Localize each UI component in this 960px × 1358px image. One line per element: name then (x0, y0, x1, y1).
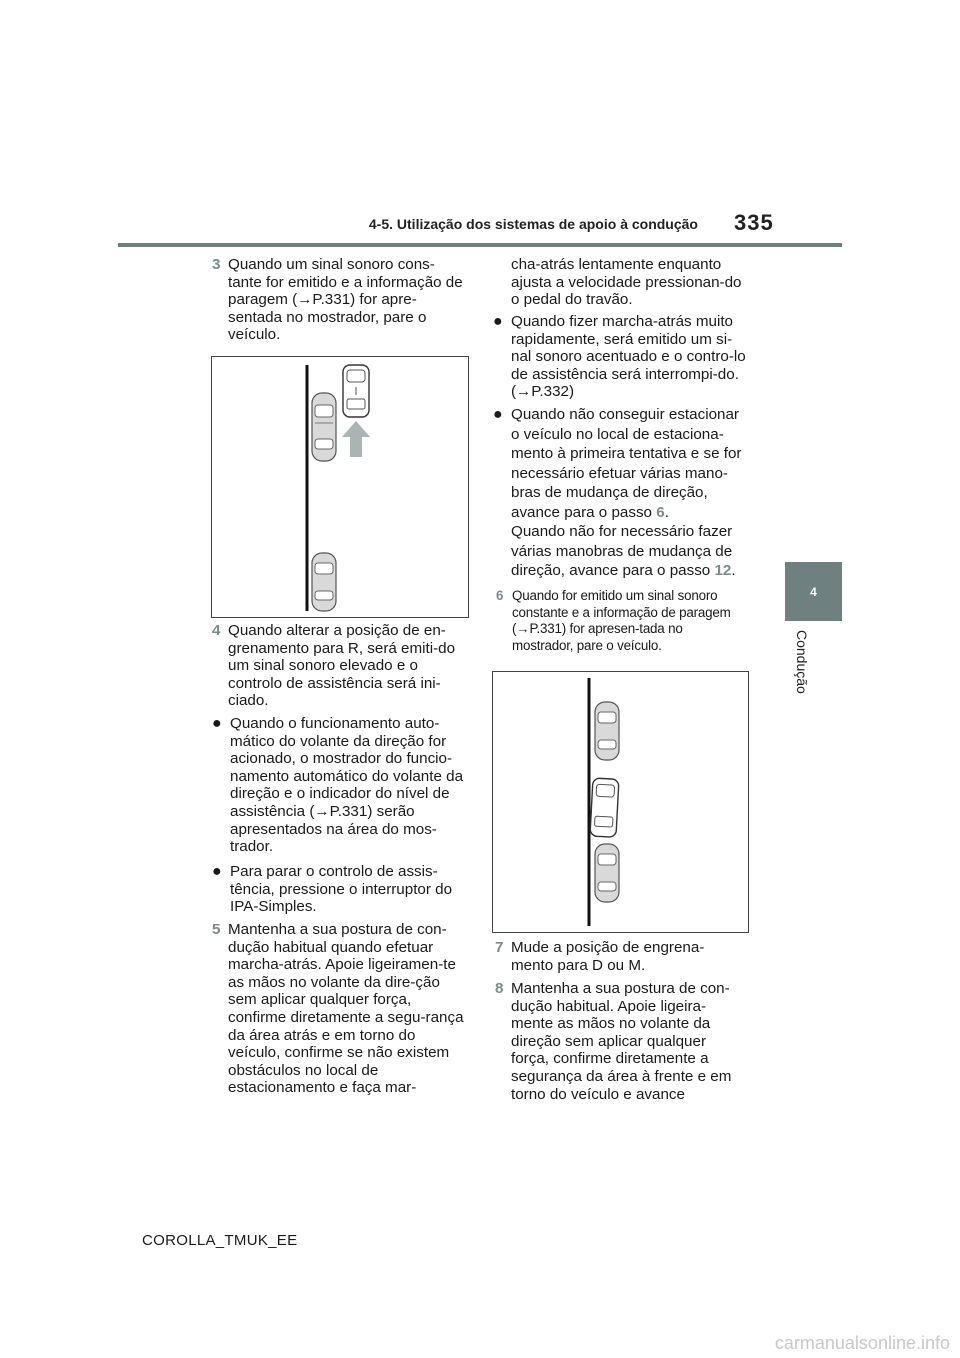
header-rule (118, 243, 842, 247)
parked-car-icon (595, 844, 619, 902)
watermark-text: carmanualsonline.info (774, 1333, 950, 1353)
chapter-label: Condução (794, 630, 810, 694)
step-text: Mantenha a sua postura de con-dução habitual quando efetuar marcha-atrás. Apoie ligeiramen-te as mãos no volante da dire-ção sem aplicar qualquer força, confirme diretamente a segu-rança da área atrás e em torno do veículo, confirme se não existem obstáculos no local de estacionamento e faça mar- (228, 921, 464, 1097)
parked-car-icon (312, 553, 336, 611)
figure-parking-1 (211, 356, 469, 618)
page-number: 335 (734, 210, 774, 235)
bullet-1 (212, 715, 468, 856)
step-text: Quando alterar a posição de en-grenamento para R, será emiti-do um sinal sonoro elevado e o controlo de assistência será ini-ciado. (228, 622, 456, 710)
step-5-continued: cha-atrás lentamente enquanto ajusta a velocidade pressionan-do o pedal do travão. (511, 256, 742, 309)
step-8 (495, 980, 746, 1103)
step-number: 5 (212, 921, 221, 938)
parking-diagram-1 (212, 357, 468, 617)
step-7 (495, 939, 746, 974)
chapter-number: 4 (810, 584, 817, 599)
step-text: Quando um sinal sonoro cons-tante for emitido e a informação de paragem (→P.331) for apre-sentada no mostrador, pare o veículo. (228, 256, 463, 344)
step-ref: 6 (656, 503, 665, 521)
forward-arrow-icon (342, 421, 370, 457)
step-number: 4 (212, 622, 221, 639)
step-5 (212, 921, 468, 1097)
bullet-text: Para parar o controlo de assis-tência, pressione o interruptor do IPA-Simples. (230, 863, 453, 916)
bullet-2 (212, 863, 468, 916)
parked-car-icon (595, 702, 619, 760)
figure-parking-2 (492, 671, 749, 933)
step-3 (212, 256, 466, 344)
bullet-text: Quando não conseguir estacionar o veículo no local de estaciona-mento à primeira tentativa e se for necessário efetuar várias mano-bras de mudança de direção, avance para o passo (511, 406, 742, 521)
bullet-text: Quando fizer marcha-atrás muito rapidamente, será emitido um si-nal sonoro acentuado e o contro-lo de assistência será interrompi-do. (→P.332) (511, 313, 746, 401)
bullet-icon: ● (212, 863, 222, 880)
step-number: 3 (212, 256, 221, 273)
step-number: 8 (495, 980, 504, 997)
step-text: Mude a posição de engrena-mento para D ou M. (511, 939, 705, 974)
bullet-text: Quando o funcionamento auto-mático do volante da direção for acionado, o mostrador do funcio-namento automático do volante da direção e o indicador do nível de assistência (→P.331) serão apresentados na área do mos-trador. (230, 715, 464, 856)
parked-car-icon (312, 393, 336, 461)
watermark (680, 1328, 960, 1358)
parking-diagram-2 (493, 672, 748, 932)
step-ref: 12 (714, 562, 732, 579)
ego-car-icon (343, 365, 369, 417)
bullet-icon: ● (212, 715, 222, 732)
step-number: 7 (495, 939, 504, 956)
section-title: 4-5. Utilização dos sistemas de apoio à condução (368, 216, 698, 232)
bullet-4: ● Quando não conseguir estacionar o veículo no local de estaciona-mento à primeira tentativa e se for necessário efetuar várias mano-bras de mudança de direção, avance para o passo 6. Quando não for necessário fazer várias manobras de mudança de direção, avance para o passo 12. (493, 406, 742, 579)
bullet-icon: ● (493, 406, 503, 423)
step-text: Quando for emitido um sinal sonoro constante e a informação de paragem (→P.331) for apresen-tada no mostrador, pare o veículo. (512, 588, 731, 653)
bullet-text: Quando não for necessário fazer várias manobras de mudança de direção, avance para o passo (511, 523, 733, 579)
bullet-icon: ● (493, 313, 503, 330)
footer-code: COROLLA_TMUK_EE (142, 1232, 298, 1249)
step-number: 6 (496, 588, 504, 603)
bullet-3 (493, 313, 746, 401)
ego-car-icon (590, 778, 619, 837)
step-4 (212, 622, 468, 710)
chapter-tab (785, 562, 842, 621)
step-text: Mantenha a sua postura de con-dução habitual. Apoie ligeira-mente as mãos no volante da direção sem aplicar qualquer força, confirme diretamente a segurança da área à frente e em torno do veículo e avance (511, 980, 732, 1103)
step-6 (496, 588, 747, 654)
